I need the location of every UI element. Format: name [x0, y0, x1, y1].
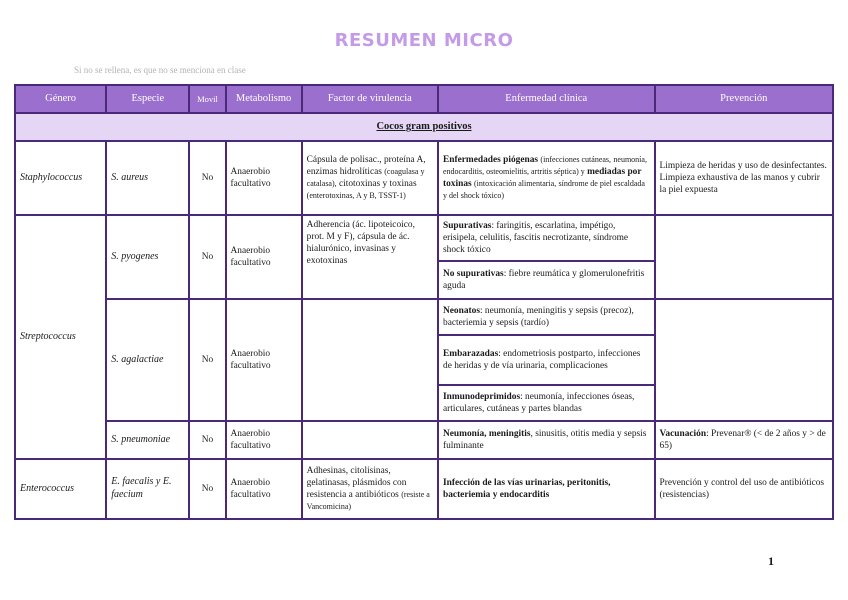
movil-cell: No	[189, 459, 225, 519]
virulence-cell	[302, 459, 438, 519]
header-metabolismo: Metabolismo	[226, 85, 302, 113]
species-cell: S. pneumoniae	[106, 421, 189, 459]
virulence-small-text: (enterotoxinas, A y B, TSST-1)	[306, 191, 406, 201]
prevention-bold-text: Vacunación	[659, 428, 707, 439]
disease-text: : fiebre reumática y glomerulonefritis aguda	[443, 268, 645, 291]
header-row	[15, 85, 833, 113]
header-genero: Género	[15, 85, 106, 113]
disease-text: : neumonía, meningitis y sepsis (precoz), bacteriemia y sepsis (tardío)	[443, 305, 634, 328]
prevention-cell	[655, 215, 833, 299]
prevention-cell	[655, 299, 833, 421]
virulence-cell: Adherencia (ác. lipoteicoico, prot. M y F), cápsula de ác. hialurónico, invasinas y exotoxinas	[302, 215, 438, 299]
disease-cell	[438, 421, 655, 459]
species-cell: S. aureus	[106, 141, 189, 215]
header-movil: Movil	[189, 85, 225, 113]
disease-bold-text: Neumonía, meningitis	[443, 428, 531, 439]
table-row	[15, 215, 833, 261]
table-row	[15, 299, 833, 335]
microbiology-table	[14, 84, 834, 520]
page-number: 1	[768, 554, 774, 568]
species-cell: E. faecalis y E. faecium	[106, 459, 189, 519]
disease-bold-text: Embarazadas	[443, 348, 499, 359]
metabolism-cell: Anaerobio facultativo	[226, 141, 302, 215]
disease-text: , sinusitis, otitis media y sepsis fulminante	[443, 428, 647, 451]
virulence-text: citotoxinas y toxinas	[339, 179, 417, 189]
table-row	[15, 459, 833, 519]
header-especie: Especie	[106, 85, 189, 113]
table-row	[15, 141, 833, 215]
disease-small-text: (intoxicación alimentaria,	[474, 179, 557, 188]
metabolism-cell: Anaerobio facultativo	[226, 215, 302, 299]
metabolism-cell: Anaerobio facultativo	[226, 421, 302, 459]
virulence-text: Adhesinas, citolisinas, gelatinasas, plásmidos con resistencia a antibióticos	[306, 465, 407, 500]
disease-bold-text: Infección de las vías urinarias, peritonitis, bacteriemia y endocarditis	[443, 477, 611, 500]
header-enfermedad-clinica: Enfermedad clínica	[438, 85, 655, 113]
virulence-cell	[302, 421, 438, 459]
virulence-cell	[302, 141, 438, 215]
movil-cell: No	[189, 299, 225, 421]
disease-text: : neumonía, infecciones óseas, articulares, cutáneas y partes blandas	[443, 391, 635, 414]
disease-small-text: neumonía, endocarditis, osteomielitis, artritis séptica) y	[443, 154, 647, 176]
disease-cell	[438, 385, 655, 421]
disease-bold-text: Supurativas	[443, 220, 492, 231]
header-prevencion: Prevención	[655, 85, 833, 113]
genus-cell: Enterococcus	[15, 459, 106, 519]
species-cell: S. pyogenes	[106, 215, 189, 299]
prevention-cell	[655, 421, 833, 459]
disease-bold-text: mediadas por toxinas	[443, 166, 642, 189]
virulence-small-text: (resiste a Vancomicina)	[306, 490, 430, 512]
disease-cell	[438, 299, 655, 335]
virulence-text: Cápsula de polisac., proteína A, enzimas hidrolíticas	[306, 154, 426, 177]
disease-text: : endometriosis postparto, infecciones de heridas y de vía urinaria, complicaciones	[443, 348, 641, 371]
disease-cell	[438, 335, 655, 385]
table-row	[15, 421, 833, 459]
prevention-cell: Limpieza de heridas y uso de desinfectantes. Limpieza exhaustiva de las manos y cubrir la piel expuesta	[655, 141, 833, 215]
section-title: Cocos gram positivos	[15, 113, 833, 141]
disease-cell	[438, 141, 655, 215]
section-row	[15, 113, 833, 141]
document-title: RESUMEN MICRO	[334, 30, 514, 51]
disease-bold-text: Enfermedades piógenas	[443, 154, 539, 165]
movil-cell: No	[189, 141, 225, 215]
genus-cell: Staphylococcus	[15, 141, 106, 215]
virulence-small-text: (coagulasa y catalasa),	[306, 166, 425, 188]
metabolism-cell: Anaerobio facultativo	[226, 459, 302, 519]
disease-text: : faringitis, escarlatina, impétigo, erisipela, celulitis, fascitis necrotizante, síndrome shock tóxico	[443, 220, 629, 256]
prevention-cell: Prevención y control del uso de antibióticos (resistencias)	[655, 459, 833, 519]
disease-small-text: síndrome de piel escaldada y del shock tóxico)	[443, 179, 645, 201]
movil-cell: No	[189, 421, 225, 459]
prevention-text: : Prevenar® (< de 2 años y > de 65)	[659, 428, 826, 451]
virulence-cell	[302, 299, 438, 421]
species-cell: S. agalactiae	[106, 299, 189, 421]
disease-small-text: (infecciones cutáneas,	[540, 154, 612, 164]
disease-bold-text: Inmunodeprimidos	[443, 391, 521, 402]
disease-cell	[438, 261, 655, 299]
genus-cell: Streptococcus	[15, 215, 106, 459]
disease-cell	[438, 215, 655, 261]
header-factor-virulencia: Factor de virulencia	[302, 85, 438, 113]
movil-cell: No	[189, 215, 225, 299]
disease-bold-text: Neonatos	[443, 305, 480, 316]
class-note: Si no se rellena, es que no se menciona en clase	[74, 65, 246, 75]
disease-cell	[438, 459, 655, 519]
metabolism-cell: Anaerobio facultativo	[226, 299, 302, 421]
disease-bold-text: No supurativas	[443, 268, 504, 279]
